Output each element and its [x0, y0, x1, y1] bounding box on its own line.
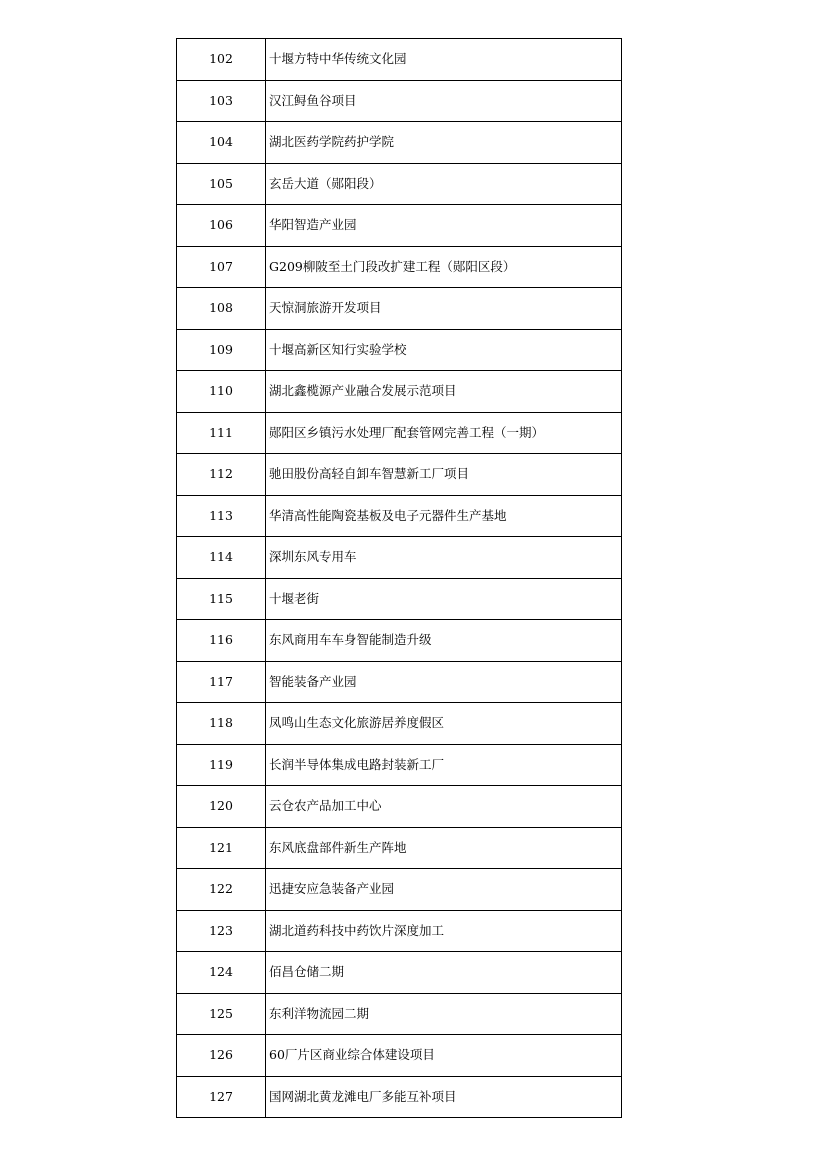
row-number: 108 [177, 288, 266, 330]
row-number: 111 [177, 412, 266, 454]
project-name: 湖北道药科技中药饮片深度加工 [266, 910, 622, 952]
table-row [177, 412, 622, 454]
row-number: 117 [177, 661, 266, 703]
row-number: 112 [177, 454, 266, 496]
row-number: 125 [177, 993, 266, 1035]
table-row [177, 869, 622, 911]
table-row [177, 288, 622, 330]
table-row [177, 39, 622, 81]
row-number: 119 [177, 744, 266, 786]
project-name: 深圳东风专用车 [266, 537, 622, 579]
project-name: 迅捷安应急装备产业园 [266, 869, 622, 911]
table-row [177, 371, 622, 413]
row-number: 114 [177, 537, 266, 579]
project-name: 郧阳区乡镇污水处理厂配套管网完善工程（一期） [266, 412, 622, 454]
project-name: 东风商用车车身智能制造升级 [266, 620, 622, 662]
project-name: 湖北医药学院药护学院 [266, 122, 622, 164]
table-row [177, 786, 622, 828]
project-name: 东风底盘部件新生产阵地 [266, 827, 622, 869]
project-name: 长润半导体集成电路封装新工厂 [266, 744, 622, 786]
table-row [177, 122, 622, 164]
row-number: 126 [177, 1035, 266, 1077]
row-number: 127 [177, 1076, 266, 1118]
table-row [177, 703, 622, 745]
table-row [177, 537, 622, 579]
project-name: 玄岳大道（郧阳段） [266, 163, 622, 205]
project-name: 云仓农产品加工中心 [266, 786, 622, 828]
table-row [177, 1035, 622, 1077]
table-row [177, 620, 622, 662]
table-row [177, 952, 622, 994]
table-row [177, 205, 622, 247]
project-name: 汉江鲟鱼谷项目 [266, 80, 622, 122]
row-number: 123 [177, 910, 266, 952]
table-row [177, 661, 622, 703]
row-number: 122 [177, 869, 266, 911]
table-row [177, 495, 622, 537]
row-number: 106 [177, 205, 266, 247]
table-row [177, 910, 622, 952]
table-row [177, 993, 622, 1035]
project-name: 湖北鑫榄源产业融合发展示范项目 [266, 371, 622, 413]
table-body [177, 39, 622, 1118]
table-row [177, 827, 622, 869]
table-row [177, 80, 622, 122]
project-name: 华阳智造产业园 [266, 205, 622, 247]
project-name: 十堰老街 [266, 578, 622, 620]
table-row [177, 744, 622, 786]
row-number: 121 [177, 827, 266, 869]
project-name: 华清高性能陶瓷基板及电子元器件生产基地 [266, 495, 622, 537]
project-name: 十堰高新区知行实验学校 [266, 329, 622, 371]
row-number: 120 [177, 786, 266, 828]
project-name: 十堰方特中华传统文化园 [266, 39, 622, 81]
row-number: 102 [177, 39, 266, 81]
row-number: 107 [177, 246, 266, 288]
project-name: 天惊洞旅游开发项目 [266, 288, 622, 330]
project-name: 东利洋物流园二期 [266, 993, 622, 1035]
row-number: 124 [177, 952, 266, 994]
row-number: 118 [177, 703, 266, 745]
row-number: 109 [177, 329, 266, 371]
row-number: 116 [177, 620, 266, 662]
table-row [177, 578, 622, 620]
row-number: 113 [177, 495, 266, 537]
table-row [177, 454, 622, 496]
project-name: 国网湖北黄龙滩电厂多能互补项目 [266, 1076, 622, 1118]
project-name: 60厂片区商业综合体建设项目 [266, 1035, 622, 1077]
row-number: 103 [177, 80, 266, 122]
row-number: 110 [177, 371, 266, 413]
row-number: 105 [177, 163, 266, 205]
project-name: 智能装备产业园 [266, 661, 622, 703]
row-number: 115 [177, 578, 266, 620]
project-name: 凤鸣山生态文化旅游居养度假区 [266, 703, 622, 745]
project-name: 佰昌仓储二期 [266, 952, 622, 994]
project-name: G209柳陂至土门段改扩建工程（郧阳区段） [266, 246, 622, 288]
table-row [177, 1076, 622, 1118]
project-name: 驰田股份高轻自卸车智慧新工厂项目 [266, 454, 622, 496]
table-row [177, 329, 622, 371]
table-row [177, 246, 622, 288]
project-table [176, 38, 622, 1118]
row-number: 104 [177, 122, 266, 164]
table-row [177, 163, 622, 205]
